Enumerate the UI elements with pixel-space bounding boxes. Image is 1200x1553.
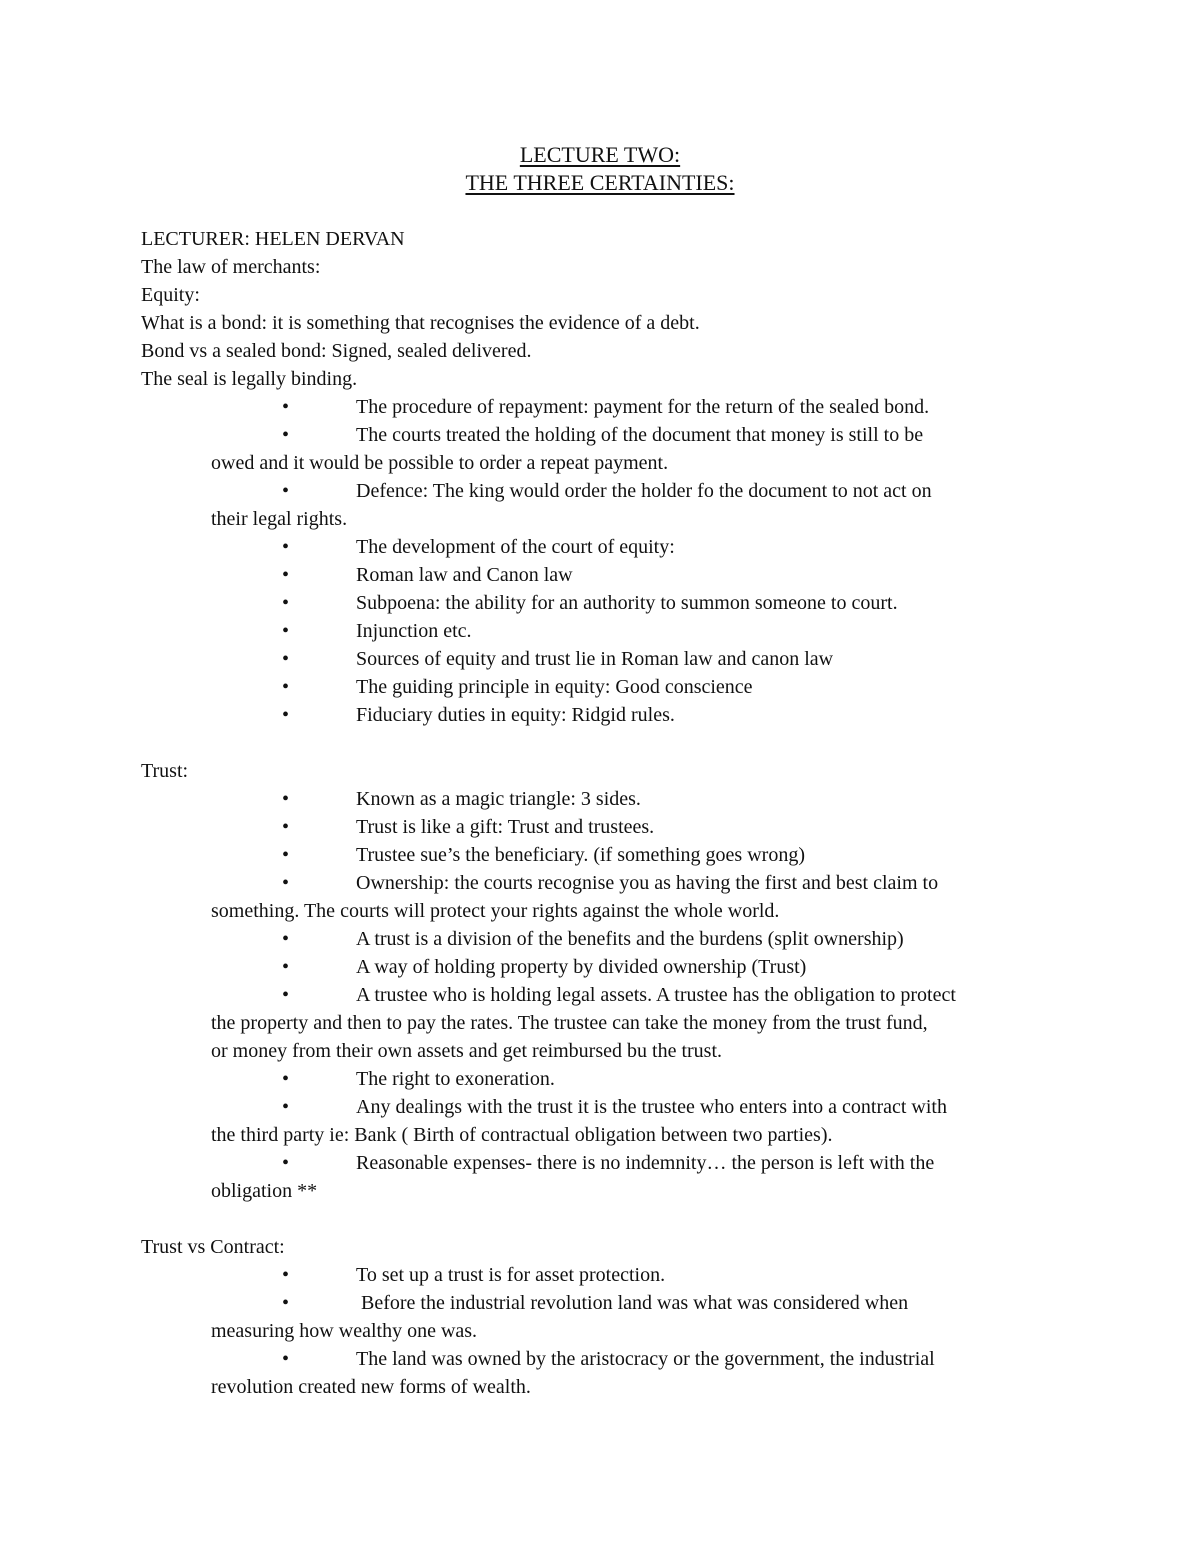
bullet-icon: •: [282, 424, 290, 446]
bullet-text: The land was owned by the aristocracy or the government, the industrial: [356, 1348, 935, 1370]
bullet-icon: •: [282, 872, 290, 894]
bullet-icon: •: [282, 928, 290, 950]
bullet-text: Subpoena: the ability for an authority to summon someone to court.: [356, 592, 898, 614]
bullet-text-continuation: revolution created new forms of wealth.: [211, 1376, 531, 1398]
bullet-icon: •: [282, 1264, 290, 1286]
bullet-item: [211, 813, 1081, 841]
bullet-item: [211, 841, 1081, 869]
intro-line: Bond vs a sealed bond: Signed, sealed delivered.: [141, 340, 532, 362]
bullet-item: [211, 925, 1081, 953]
bullet-icon: •: [282, 536, 290, 558]
lecture-subtitle: THE THREE CERTAINTIES:: [465, 170, 735, 195]
bullet-item: [211, 1065, 1081, 1093]
bullet-text: The guiding principle in equity: Good conscience: [356, 676, 753, 698]
bullet-text-continuation: the third party ie: Bank ( Birth of contractual obligation between two parties).: [211, 1124, 833, 1146]
section-heading-trust: Trust:: [141, 760, 189, 782]
bullet-icon: •: [282, 816, 290, 838]
bullet-text: Ownership: the courts recognise you as having the first and best claim to: [356, 872, 939, 894]
bullet-text: The development of the court of equity:: [356, 536, 675, 558]
bullet-item: [211, 1289, 1081, 1345]
bullet-text: Injunction etc.: [356, 620, 472, 642]
bullet-text: Trustee sue’s the beneficiary. (if something goes wrong): [356, 844, 805, 866]
bullet-text-continuation: or money from their own assets and get reimbursed bu the trust.: [211, 1040, 722, 1062]
bullet-item: [211, 953, 1081, 981]
bullet-item: [211, 869, 1081, 925]
lecture-title: LECTURE TWO:: [519, 142, 681, 167]
bullet-item: [211, 561, 1081, 589]
bullet-icon: •: [282, 480, 290, 502]
bullet-item: [211, 393, 1081, 421]
bullet-icon: •: [282, 704, 290, 726]
intro-line: What is a bond: it is something that recognises the evidence of a debt.: [141, 312, 700, 334]
bullet-item: [211, 1149, 1081, 1205]
bullet-text: Reasonable expenses- there is no indemnity… the person is left with the: [356, 1152, 935, 1174]
bullet-item: [211, 421, 1081, 477]
bullet-item: [211, 533, 1081, 561]
bullet-text: The right to exoneration.: [356, 1068, 555, 1090]
bullet-text-continuation: measuring how wealthy one was.: [211, 1320, 478, 1342]
bullet-item: [211, 785, 1081, 813]
bullet-item: [211, 1345, 1081, 1401]
bullet-icon: •: [282, 956, 290, 978]
bullet-icon: •: [282, 396, 290, 418]
bullet-icon: •: [282, 844, 290, 866]
bullet-text: Sources of equity and trust lie in Roman law and canon law: [356, 648, 834, 670]
bullet-text-continuation: obligation **: [211, 1180, 318, 1202]
bullet-icon: •: [282, 984, 290, 1006]
bullet-text: Defence: The king would order the holder fo the document to not act on: [356, 480, 932, 502]
bullet-text: To set up a trust is for asset protection.: [356, 1264, 666, 1286]
lecturer-line: LECTURER: HELEN DERVAN: [141, 228, 405, 250]
bullet-item: [211, 673, 1081, 701]
intro-line: The seal is legally binding.: [141, 368, 358, 390]
bullet-text: Any dealings with the trust it is the trustee who enters into a contract with: [356, 1096, 947, 1118]
bullet-text-continuation: something. The courts will protect your rights against the whole world.: [211, 900, 780, 922]
bullet-item: [211, 1261, 1081, 1289]
bullet-text: The courts treated the holding of the document that money is still to be: [356, 424, 924, 446]
bullet-text: Roman law and Canon law: [356, 564, 573, 586]
bullet-icon: •: [282, 1068, 290, 1090]
bullet-item: [211, 1093, 1081, 1149]
intro-line: The law of merchants:: [141, 256, 321, 278]
bullet-text: A way of holding property by divided ownership (Trust): [356, 956, 807, 978]
bullet-text: The procedure of repayment: payment for the return of the sealed bond.: [356, 396, 930, 418]
bullet-icon: •: [282, 676, 290, 698]
section-heading-trust-vs-contract: Trust vs Contract:: [141, 1236, 285, 1258]
bullet-icon: •: [282, 648, 290, 670]
bullet-text-continuation: the property and then to pay the rates. The trustee can take the money from the trust fund,: [211, 1012, 928, 1034]
bullet-item: [211, 645, 1081, 673]
bullet-icon: •: [282, 1096, 290, 1118]
bullet-icon: •: [282, 1348, 290, 1370]
bullet-icon: •: [282, 788, 290, 810]
bullet-item: [211, 701, 1081, 729]
bullet-icon: •: [282, 564, 290, 586]
bullet-icon: •: [282, 592, 290, 614]
bullet-text: A trust is a division of the benefits and the burdens (split ownership): [356, 928, 904, 950]
bullet-text: Before the industrial revolution land was what was considered when: [356, 1292, 909, 1314]
bullet-text: Known as a magic triangle: 3 sides.: [356, 788, 641, 810]
bullet-text: A trustee who is holding legal assets. A trustee has the obligation to protect: [356, 984, 956, 1006]
bullet-item: [211, 617, 1081, 645]
bullet-text-continuation: their legal rights.: [211, 508, 348, 530]
bullet-item: [211, 981, 1081, 1065]
intro-line: Equity:: [141, 284, 200, 306]
bullet-icon: •: [282, 1152, 290, 1174]
bullet-item: [211, 477, 1081, 533]
bullet-item: [211, 589, 1081, 617]
bullet-text: Fiduciary duties in equity: Ridgid rules.: [356, 704, 675, 726]
bullet-icon: •: [282, 620, 290, 642]
bullet-icon: •: [282, 1292, 290, 1314]
bullet-text-continuation: owed and it would be possible to order a repeat payment.: [211, 452, 669, 474]
bullet-text: Trust is like a gift: Trust and trustees.: [356, 816, 655, 838]
